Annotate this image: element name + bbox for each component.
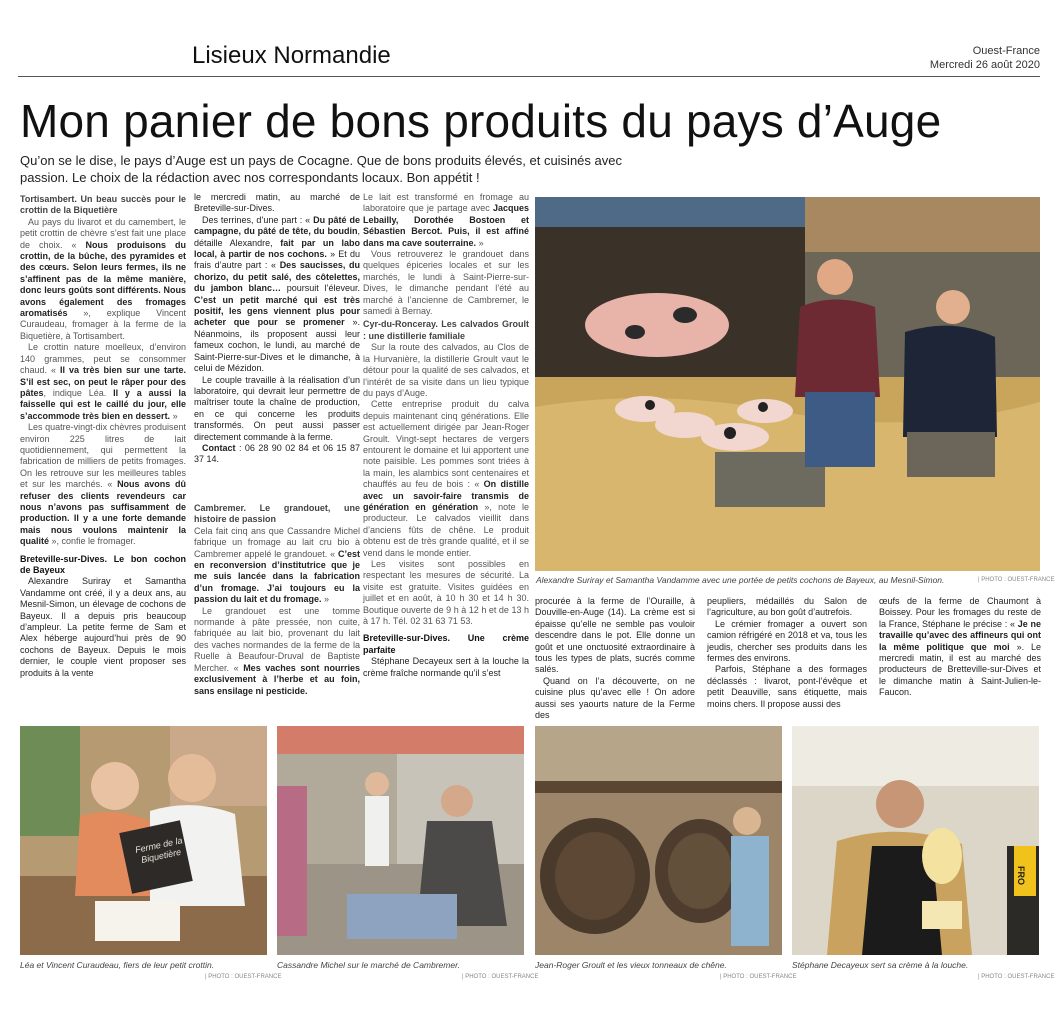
article-column-6: œufs de la ferme de Chaumont à Boissey. Pour les fromages du reste de la France, Stéphane le précise : « Je ne travaille qu’avec des affineurs qui ont la même politique que moi ». Le mercredi matin, il est au marché des producteurs de Bretteville-sur-Dives et le dimanche matin à Saint-Julien-le-Faucon. bbox=[879, 596, 1041, 698]
photo-4-credit: | PHOTO : OUEST-FRANCE bbox=[978, 974, 1055, 980]
article-column-2: le mercredi matin, au marché de Breteville-sur-Dives. Des terrines, d’une part : « Du pâté de campagne, du pâté de tête, du boudin, détaille Alexandre, fait par un labo local, à partir de nos cochons. » Et du frais d’autre part : « Des saucisses, du chorizo, du petit salé, des côtelettes, du jambon blanc… poursuit l’éleveur. C’est un petit marché qui est très positif, les gens viennent plus pour acheter que pour se promener ». Néanmoins, ils proposent aussi leur fameux cochon, le lundi, au marché de Saint-Pierre-sur-Dives et le dimanche, à celui de Mézidon. Le couple travaille à la réalisation d’un laboratoire, qui devrait leur permettre de maîtriser toute la chaîne de production, en ce qui concerne les produits transformés. On peut aussi passer directement commande à la ferme. Contact : 06 28 90 02 84 et 06 15 87 37 14. bbox=[194, 192, 360, 465]
top-rule bbox=[18, 76, 1040, 77]
headline: Mon panier de bons produits du pays d’Auge bbox=[20, 95, 942, 147]
publication-date: Mercredi 26 août 2020 bbox=[929, 59, 1040, 71]
photo-3-credit: | PHOTO : OUEST-FRANCE bbox=[720, 974, 797, 980]
photo-1-credit: | PHOTO : OUEST-FRANCE bbox=[205, 974, 282, 980]
article-column-5: peupliers, médaillés du Salon de l’agriculture, au bon goût d’autrefois. Le crémier fromager a ouvert son camion réfrigéré en 2018 et va, tous les jeudis, chercher ses produits dans les fermes des environs. Parfois, Stéphane a des formages déclassés : livarot, pont-l’évêque et petit Deauville, sans étiquette, mais moins chers. Il propose aussi des bbox=[707, 596, 867, 709]
section-title: Lisieux Normandie bbox=[192, 42, 391, 69]
market-stall-photo bbox=[277, 726, 524, 955]
article-column-4: procurée à la ferme de l’Ouraille, à Douville-en-Auge (14). La crème est si épaisse qu’elle ne semble pas vouloir descendre dans le pot. Elle donne un goût et une onctuosité extraordinaire à tous les types de plats, sucrés comme salés. Quand on l’a découverte, on ne cuisine plus qu’avec elle ! On adore aussi ses yaourts nature de la Ferme des bbox=[535, 596, 695, 721]
cream-ladle-photo bbox=[792, 726, 1039, 955]
article-column-1: Tortisambert. Un beau succès pour le crottin de la Biquetière Au pays du livarot et du camembert, le petit crottin de chèvre s’est fait une place de choix. « Nous produisons du crottin, de la bûche, des pyramides et des cœurs. Selon leurs fermes, ils ne s’affinent pas de la même manière, donc leurs goûts sont différents. Nous avons également des fromages aromatisés », explique Vincent Curaudeau, fromager à la ferme de la Biquetière, à Tortisambert. Le crottin nature moelleux, d’environ 140 grammes, peut se consommer chaud. « Il va très bien sur une tarte. S’il est sec, on peut le râper pour des pâtes, indique Léa. Il y a aussi la faisselle qui est le caillé du jour, elle s’accommode très bien en dessert. » Les quatre-vingt-dix chèvres produisent environ 225 litres de lait quotidiennement, qui permettent la fabrication de milliers de petits fromages. On les retrouve sur les meilleures tables et sur les marchés. « Nous avons dû refuser des clients revendeurs car nous n’avons pas suffisamment de production. Il y a une forte demande mais nous voulons maintenir la qualité », confie le fromager. Breteville-sur-Dives. Le bon cochon de Bayeux Alexandre Suriray et Samantha Vandamme ont créé, il y a deux ans, au Mesnil-Simon, un élevage de cochons de Bayeux. Il a depuis pris beaucoup d’ampleur. La petite ferme de Sam et Alex héberge aujourd’hui près de 90 cochons de Bayeux. Depuis le mois dernier, le couple vient proposer ses produits à la vente bbox=[20, 194, 186, 678]
photo-3-caption: Jean-Roger Groult et les vieux tonneaux de chêne. bbox=[535, 960, 727, 970]
article-column-3: Le lait est transformé en fromage au laboratoire que je partage avec Jacques Lebailly, Dorothée Bostoen et Sébastien Bercot. Puis, il est affiné dans ma cave souterraine. » Vous retrouverez le grandouet dans quelques épiceries locales et sur les marchés, le lundi à Saint-Pierre-sur-Dives, le dimanche pendant l’été au marché à l’ancienne de Cambremer, le samedi à Bernay. Cyr-du-Ronceray. Les calvados Groult : une distillerie familiale Sur la route des calvados, au Clos de la Hurvanière, la distillerie Groult vaut le détour pour la qualité de ses calvados, et l’intérêt de sa visite dans un lieu typique du pays d’Auge. Cette entreprise produit du calva depuis maintenant cinq générations. Elle est actuellement dirigée par Jean-Roger Groult. Vingt-sept hectares de vergers entourent le domaine et lui apportent une note paisible. Les pommes sont triées à la main, les alambics sont centenaires et chauffés au feu de bois : « On distille avec un savoir-faire transmis de génération en génération », note le producteur. Le calvados vieillit dans d’anciens fûts de chêne. Le produit obtenu est de très grande qualité, et il se vend dans le monde entier. Les visites sont possibles en respectant les mesures de sécurité. La visite est gratuite. Visites guidées en juillet et en août, à 10 h 30 et 14 h 30. Boutique ouverte de 9 h à 12 h et de 13 h à 17 h. Tél. 02 31 63 71 53. Breteville-sur-Dives. Une crème parfaite Stéphane Decayeux sert à la louche la crème fraîche normande qu’il s’est bbox=[363, 192, 529, 678]
cheese-sign-text: Ferme de la Biquetière bbox=[134, 835, 184, 865]
barrels-cellar-photo bbox=[535, 726, 782, 955]
photo-1-caption: Léa et Vincent Curaudeau, fiers de leur petit crottin. bbox=[20, 960, 215, 970]
photo-2-credit: | PHOTO : OUEST-FRANCE bbox=[462, 974, 539, 980]
publication-info bbox=[930, 44, 1040, 72]
photo-4-caption: Stéphane Decayeux sert sa crème à la louche. bbox=[792, 960, 969, 970]
main-photo-caption: Alexandre Suriray et Samantha Vandamme avec une portée de petits cochons de Bayeux, au Mesnil-Simon. bbox=[536, 575, 945, 585]
chapo: Qu’on se le dise, le pays d’Auge est un pays de Cocagne. Que de bons produits élevés, et cuisinés avec passion. Le choix de la rédaction avec nos correspondants locaux. Bon appétit ! bbox=[20, 153, 622, 185]
cream-sign-text: FRO bbox=[1016, 866, 1026, 885]
article-column-2b: Cambremer. Le grandouet, une histoire de passion Cela fait cinq ans que Cassandre Michel fabrique un fromage au lait cru bio à Cambremer appelé le grandouet. « C’est en reconversion d’institutrice que je me suis lancée dans la fabrication d’un fromage. J’ai toujours eu la passion du lait et du fromage. » Le grandouet est une tomme normande à pâte pressée, non cuite, fabriquée au lait bio, provenant du lait des vaches normandes de la ferme de la Ruelle à Beaufour-Druval de Baptiste Mercher. « Mes vaches sont nourries exclusivement à l’herbe et au foin, sans ensilage ni pesticide. bbox=[194, 503, 360, 696]
publication-name: Ouest-France bbox=[972, 45, 1040, 57]
cheese-makers-photo bbox=[20, 726, 267, 955]
pigs-farm-photo bbox=[535, 197, 1040, 571]
photo-2-caption: Cassandre Michel sur le marché de Cambremer. bbox=[277, 960, 460, 970]
main-photo-credit: | PHOTO : OUEST-FRANCE bbox=[978, 577, 1055, 583]
